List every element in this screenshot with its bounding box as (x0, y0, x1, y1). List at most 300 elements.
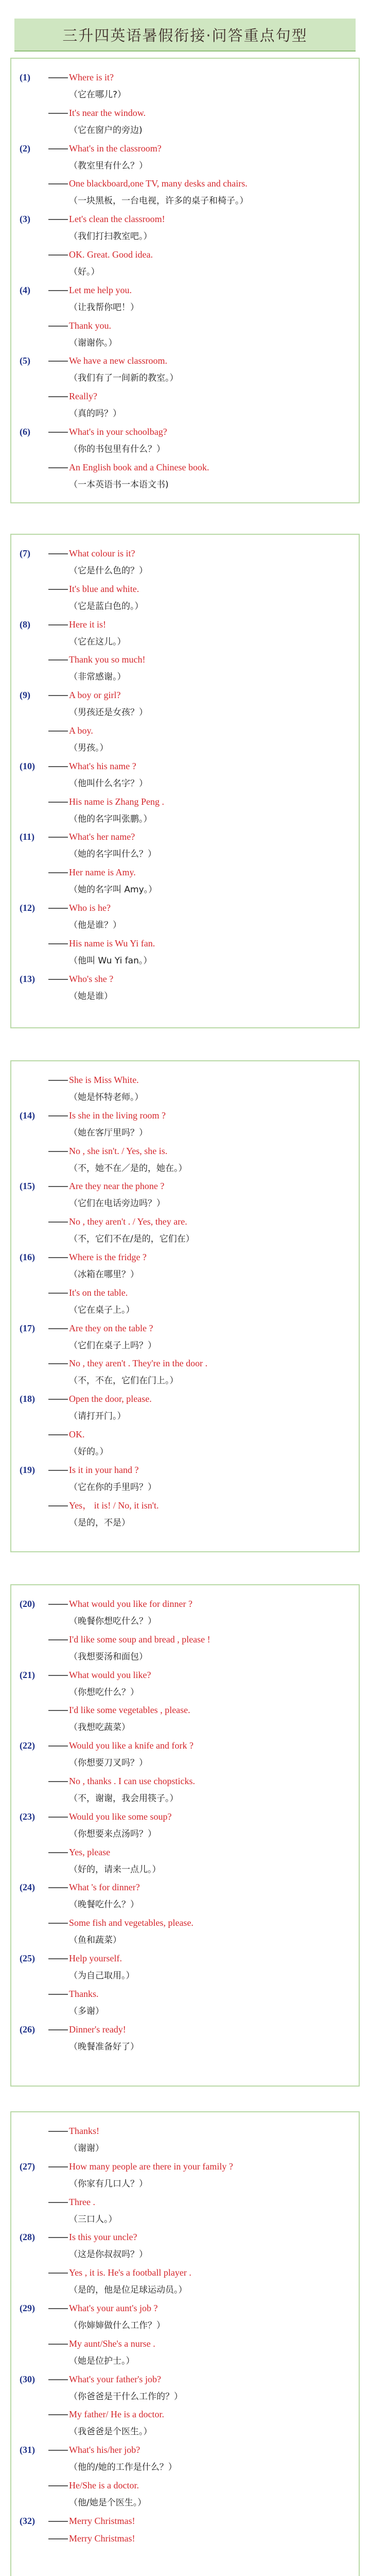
english-sentence: Is this your uncle? (69, 2232, 137, 2243)
english-line (11, 935, 359, 952)
english-sentence: What's her name? (69, 832, 135, 842)
english-line (11, 1426, 359, 1443)
english-line (11, 2530, 359, 2547)
english-sentence: His name is Wu Yi fan. (69, 938, 155, 948)
chinese-line (11, 917, 359, 934)
item-number: (28) (20, 2232, 35, 2243)
chinese-translation: （你想吃什么？） (69, 1687, 139, 1698)
english-line (11, 1107, 359, 1124)
dash-line (48, 695, 68, 696)
dash-line (48, 979, 68, 980)
chinese-translation: （不，谢谢，我会用筷子。） (69, 1793, 179, 1804)
chinese-translation: （好。） (69, 266, 100, 277)
chinese-translation: （谢谢你。） (69, 337, 117, 348)
english-sentence: Yes， it is! / No, it isn't. (69, 1500, 159, 1511)
dash-line (48, 659, 68, 660)
english-sentence: A boy or girl? (69, 690, 121, 701)
chinese-translation: （请打开门。） (69, 1411, 126, 1422)
english-sentence: What's your father's job? (69, 2374, 161, 2384)
chinese-translation: （他的/她的工作是什么？） (69, 2462, 177, 2473)
item-number: (6) (20, 427, 30, 437)
dash-line (48, 1639, 68, 1640)
item-number: (14) (20, 1110, 35, 1121)
chinese-line (11, 158, 359, 174)
chinese-translation: （为自己取用。） (69, 1970, 135, 1981)
english-sentence: She is Miss White. (69, 1075, 139, 1085)
chinese-translation: （我想吃蔬菜） (69, 1722, 130, 1733)
english-line (11, 1143, 359, 1159)
english-line (11, 1355, 359, 1371)
english-sentence: Where is it? (69, 72, 114, 82)
english-line (11, 317, 359, 334)
english-line (11, 1213, 359, 1230)
chinese-translation: （它是什么色的？） (69, 565, 148, 576)
dash-line (48, 148, 68, 149)
english-sentence: It's blue and white. (69, 583, 139, 594)
dash-line (48, 1994, 68, 1995)
chinese-translation: （她的名字叫 Amy。） (69, 885, 157, 895)
chinese-line (11, 811, 359, 827)
chinese-translation: （你家有几口人？） (69, 2178, 148, 2189)
dash-line (48, 1399, 68, 1400)
chinese-translation: （他/她是个医生。） (69, 2497, 147, 2508)
chinese-line (11, 1196, 359, 1212)
chinese-translation: （他叫 Wu Yi fan。） (69, 955, 152, 966)
page-title: 三升四英语暑假衔接·问答重点句型 (14, 19, 356, 52)
chinese-translation: （他是谁？） (69, 920, 121, 930)
english-line (11, 1737, 359, 1754)
chinese-line (11, 1684, 359, 1701)
chinese-line (11, 1231, 359, 1248)
chinese-translation: （谢谢） (69, 2143, 104, 2154)
chinese-translation: （她是位护士。） (69, 2355, 135, 2366)
chinese-line (11, 1444, 359, 1460)
chinese-translation: （你爸爸是干什么工作的？） (69, 2391, 183, 2402)
chinese-translation: （它在桌子上。） (69, 1304, 135, 1315)
chinese-line (11, 1337, 359, 1354)
item-number: (25) (20, 1953, 35, 1963)
chinese-translation: （它们在桌子上吗？） (69, 1340, 156, 1351)
chinese-line (11, 264, 359, 280)
english-sentence: He/She is a doctor. (69, 2480, 139, 2490)
chinese-translation: （不，它们不在/是的，它们在） (69, 1234, 195, 1245)
qa-section (10, 1060, 360, 1552)
chinese-translation: （鱼和蔬菜） (69, 1935, 121, 1946)
english-sentence: Where is the fridge ? (69, 1252, 147, 1262)
dash-line (48, 396, 68, 397)
chinese-line (11, 441, 359, 457)
chinese-line (11, 2495, 359, 2511)
english-line (11, 2264, 359, 2281)
english-line (11, 246, 359, 263)
chinese-translation: （一本英语书一本语文书) (69, 479, 169, 490)
item-number: (30) (20, 2374, 35, 2384)
chinese-translation: （晚餐你想吃什么？） (69, 1616, 156, 1626)
english-line (11, 1391, 359, 1407)
item-number: (2) (20, 143, 30, 154)
chinese-line (11, 2282, 359, 2299)
chinese-line (11, 740, 359, 756)
english-line (11, 459, 359, 476)
dash-line (48, 467, 68, 468)
english-line (11, 423, 359, 440)
item-number: (20) (20, 1599, 35, 1609)
english-sentence: What's his/her job? (69, 2445, 140, 2455)
english-sentence: A boy. (69, 725, 93, 736)
english-line (11, 2513, 359, 2529)
chinese-line (11, 1897, 359, 1913)
english-sentence: No , thanks . I can use chopsticks. (69, 1776, 195, 1786)
item-number: (10) (20, 760, 35, 771)
english-line (11, 1462, 359, 1478)
item-number: (12) (20, 903, 35, 913)
item-number: (13) (20, 973, 35, 984)
chinese-line (11, 1613, 359, 1630)
qa-section (10, 58, 360, 503)
dash-line (48, 2379, 68, 2380)
chinese-line (11, 1968, 359, 1984)
dash-line (48, 802, 68, 803)
english-sentence: No , they aren't . They're in the door . (69, 1358, 208, 1369)
chinese-translation: （它们在电话旁边吗？） (69, 1198, 165, 1209)
dash-line (48, 1505, 68, 1506)
chinese-translation: （是的，他是位足球运动员。） (69, 2285, 187, 2296)
english-sentence: Is it in your hand ? (69, 1464, 139, 1475)
chinese-line (11, 299, 359, 316)
item-number: (31) (20, 2445, 35, 2455)
item-number: (21) (20, 1669, 35, 1680)
chinese-line (11, 1089, 359, 1106)
item-number: (29) (20, 2303, 35, 2313)
chinese-line (11, 1125, 359, 1141)
dash-line (48, 872, 68, 873)
english-line (11, 1667, 359, 1683)
chinese-line (11, 2003, 359, 2020)
chinese-line (11, 2353, 359, 2369)
chinese-line (11, 2388, 359, 2405)
chinese-translation: （她的名字叫什么？） (69, 849, 156, 860)
item-number: (5) (20, 355, 30, 366)
english-line (11, 1950, 359, 1967)
dash-line (48, 1328, 68, 1329)
qa-section (10, 1584, 360, 2087)
chinese-translation: （是的，不是） (69, 1517, 130, 1528)
english-line (11, 793, 359, 810)
item-number: (23) (20, 1811, 35, 1822)
english-line (11, 2442, 359, 2458)
chinese-line (11, 193, 359, 210)
chinese-translation: （我们打扫教室吧。） (69, 231, 152, 242)
english-sentence: It's near the window. (69, 107, 146, 118)
english-line (11, 2335, 359, 2352)
chinese-line (11, 477, 359, 493)
item-number: (17) (20, 1323, 35, 1333)
english-sentence: An English book and a Chinese book. (69, 462, 209, 472)
chinese-line (11, 1861, 359, 1878)
english-line (11, 175, 359, 192)
english-line (11, 616, 359, 633)
english-sentence: Open the door, please. (69, 1394, 152, 1404)
chinese-line (11, 2176, 359, 2192)
chinese-translation: （它是蓝白色的。） (69, 601, 144, 612)
qa-section (10, 2111, 360, 2576)
english-sentence: Are they near the phone ? (69, 1181, 165, 1192)
chinese-translation: （它在你的手里吗？） (69, 1482, 156, 1493)
english-sentence: What's his name ? (69, 760, 136, 771)
chinese-line (11, 634, 359, 650)
chinese-translation: （好的，请来一点儿。） (69, 1864, 161, 1875)
english-line (11, 1773, 359, 1789)
chinese-line (11, 882, 359, 899)
english-line (11, 1072, 359, 1088)
english-sentence: His name is Zhang Peng . (69, 796, 164, 807)
chinese-line (11, 335, 359, 351)
item-number: (15) (20, 1181, 35, 1192)
chinese-line (11, 669, 359, 686)
dash-line (48, 1186, 68, 1187)
chinese-translation: （她在客厅里吗？） (69, 1127, 148, 1138)
english-line (11, 1320, 359, 1336)
english-sentence: No , they aren't . / Yes, they are. (69, 1216, 187, 1227)
chinese-translation: （我爸爸是个医生。） (69, 2427, 152, 2437)
dash-line (48, 2538, 68, 2539)
item-number: (3) (20, 214, 30, 225)
english-sentence: Would you like some soup? (69, 1811, 172, 1822)
chinese-line (11, 1266, 359, 1283)
english-line (11, 282, 359, 298)
chinese-line (11, 1409, 359, 1425)
english-line (11, 2123, 359, 2139)
chinese-line (11, 229, 359, 245)
english-sentence: Let me help you. (69, 284, 132, 295)
english-line (11, 2406, 359, 2422)
english-sentence: It's on the table. (69, 1287, 128, 1298)
english-sentence: Really? (69, 391, 97, 402)
chinese-translation: （你想要刀叉吗？） (69, 1758, 148, 1769)
dash-line (48, 589, 68, 590)
dash-line (48, 553, 68, 554)
dash-line (48, 432, 68, 433)
english-sentence: One blackboard,one TV, many desks and chairs. (69, 178, 248, 189)
english-line (11, 1596, 359, 1612)
chinese-line (11, 2460, 359, 2476)
dash-line (48, 1781, 68, 1782)
english-line (11, 722, 359, 739)
chinese-translation: （晚餐吃什么？） (69, 1900, 139, 1910)
chinese-translation: （冰箱在哪里？） (69, 1269, 139, 1280)
chinese-line (11, 1826, 359, 1842)
item-number: (1) (20, 72, 30, 82)
chinese-line (11, 87, 359, 103)
dash-line (48, 2414, 68, 2415)
dash-line (48, 1293, 68, 1294)
english-sentence: Thanks! (69, 2126, 99, 2136)
chinese-translation: （你想要来点汤吗？） (69, 1828, 156, 1839)
english-line (11, 69, 359, 86)
chinese-translation: （我们有了一间新的教室。） (69, 373, 179, 384)
english-line (11, 105, 359, 121)
item-number: (19) (20, 1464, 35, 1475)
english-sentence: What colour is it? (69, 548, 135, 558)
dash-line (48, 1115, 68, 1116)
english-sentence: Help yourself. (69, 1953, 122, 1963)
chinese-translation: （她是怀特老师。） (69, 1092, 144, 1103)
english-sentence: Here it is! (69, 619, 106, 630)
chinese-translation: （它在窗户的旁边) (69, 125, 143, 135)
chinese-translation: （它在哪儿?） (69, 89, 127, 100)
chinese-line (11, 563, 359, 579)
chinese-translation: （你的书包里有什么？） (69, 444, 165, 454)
english-line (11, 971, 359, 987)
english-sentence: What's in the classroom? (69, 143, 162, 154)
english-line (11, 1914, 359, 1931)
english-sentence: Would you like a knife and fork ? (69, 1740, 193, 1751)
english-line (11, 388, 359, 404)
english-sentence: What 's for dinner? (69, 1882, 140, 1893)
english-line (11, 687, 359, 703)
dash-line (48, 766, 68, 767)
dash-line (48, 624, 68, 625)
english-sentence: Let's clean the classroom! (69, 214, 165, 225)
dash-line (48, 290, 68, 291)
dash-line (48, 2166, 68, 2167)
chinese-translation: （不，不在，它们在门上。） (69, 1376, 179, 1386)
english-sentence: Dinner's ready! (69, 2024, 126, 2035)
dash-line (48, 1958, 68, 1959)
chinese-translation: （非常感谢。） (69, 672, 126, 683)
english-sentence: Yes , it is. He's a football player . (69, 2267, 191, 2278)
english-line (11, 1497, 359, 1514)
english-sentence: How many people are there in your family ? (69, 2161, 233, 2172)
english-sentence: What's in your schoolbag? (69, 427, 167, 437)
english-sentence: Who's she ? (69, 973, 114, 984)
item-number: (16) (20, 1252, 35, 1262)
dash-line (48, 113, 68, 114)
item-number: (7) (20, 548, 30, 558)
english-line (11, 352, 359, 369)
english-line (11, 900, 359, 916)
chinese-line (11, 988, 359, 1005)
english-sentence: Is she in the living room ? (69, 1110, 166, 1121)
english-sentence: Thank you. (69, 320, 111, 331)
dash-line (48, 255, 68, 256)
english-sentence: What would you like? (69, 1669, 151, 1680)
chinese-line (11, 598, 359, 615)
chinese-translation: （真的吗？） (69, 409, 121, 419)
english-sentence: Are they on the table ? (69, 1323, 153, 1333)
dash-line (48, 1363, 68, 1364)
english-sentence: We have a new classroom. (69, 355, 167, 366)
english-sentence: No , she isn't. / Yes, she is. (69, 1145, 168, 1156)
dash-line (48, 1434, 68, 1435)
chinese-line (11, 1302, 359, 1318)
english-line (11, 1284, 359, 1301)
english-sentence: Some fish and vegetables, please. (69, 1918, 193, 1928)
english-line (11, 1249, 359, 1265)
dash-line (48, 1923, 68, 1924)
english-sentence: My father/ He is a doctor. (69, 2409, 164, 2420)
english-line (11, 1702, 359, 1718)
dash-line (48, 1604, 68, 1605)
dash-line (48, 1222, 68, 1223)
dash-line (48, 1151, 68, 1152)
item-number: (11) (20, 832, 34, 842)
chinese-translation: （我想要汤和面包） (69, 1651, 148, 1662)
dash-line (48, 1852, 68, 1853)
chinese-line (11, 2247, 359, 2263)
english-sentence: Thanks. (69, 1988, 99, 1999)
dash-line (48, 837, 68, 838)
chinese-line (11, 953, 359, 969)
chinese-line (11, 406, 359, 422)
item-number: (9) (20, 690, 30, 701)
dash-line (48, 77, 68, 78)
english-sentence: Yes, please (69, 1846, 111, 1857)
dash-line (48, 1817, 68, 1818)
english-line (11, 1178, 359, 1194)
chinese-line (11, 1755, 359, 1772)
english-sentence: What would you like for dinner ? (69, 1599, 192, 1609)
english-line (11, 1879, 359, 1895)
chinese-translation: （男孩。） (69, 742, 109, 753)
chinese-line (11, 1649, 359, 1665)
chinese-line (11, 122, 359, 139)
chinese-line (11, 846, 359, 863)
dash-line (48, 1887, 68, 1888)
dash-line (48, 908, 68, 909)
chinese-line (11, 1515, 359, 1531)
english-line (11, 2229, 359, 2245)
item-number: (18) (20, 1394, 35, 1404)
english-line (11, 2194, 359, 2210)
dash-line (48, 1710, 68, 1711)
dash-line (48, 361, 68, 362)
dash-line (48, 326, 68, 327)
english-sentence: OK. (69, 1429, 85, 1439)
chinese-line (11, 775, 359, 792)
english-sentence: What's your aunt's job ? (69, 2303, 158, 2313)
english-sentence: My aunt/She's a nurse . (69, 2338, 155, 2349)
english-sentence: Who is he? (69, 903, 111, 913)
qa-section (10, 534, 360, 1028)
dash-line (48, 2308, 68, 2309)
item-number: (22) (20, 1740, 35, 1751)
english-line (11, 1986, 359, 2002)
dash-line (48, 2273, 68, 2274)
english-line (11, 758, 359, 774)
dash-line (48, 2202, 68, 2203)
english-sentence: Merry Christmas! (69, 2515, 135, 2526)
chinese-line (11, 1373, 359, 1389)
chinese-translation: （多谢） (69, 2006, 104, 2016)
chinese-line (11, 2211, 359, 2228)
english-line (11, 140, 359, 157)
dash-line (48, 2344, 68, 2345)
item-number: (4) (20, 284, 30, 295)
dash-line (48, 1257, 68, 1258)
dash-line (48, 183, 68, 184)
chinese-line (11, 1933, 359, 1949)
english-line (11, 581, 359, 597)
chinese-translation: （不，她不在／是的，她在。） (69, 1163, 187, 1174)
chinese-line (11, 2140, 359, 2157)
dash-line (48, 2029, 68, 2030)
dash-line (48, 1745, 68, 1747)
chinese-translation: （一块黑板，一台电视，许多的桌子和椅子。） (69, 196, 249, 207)
dash-line (48, 2521, 68, 2522)
chinese-translation: （他叫什么名字？） (69, 778, 148, 789)
chinese-line (11, 705, 359, 721)
